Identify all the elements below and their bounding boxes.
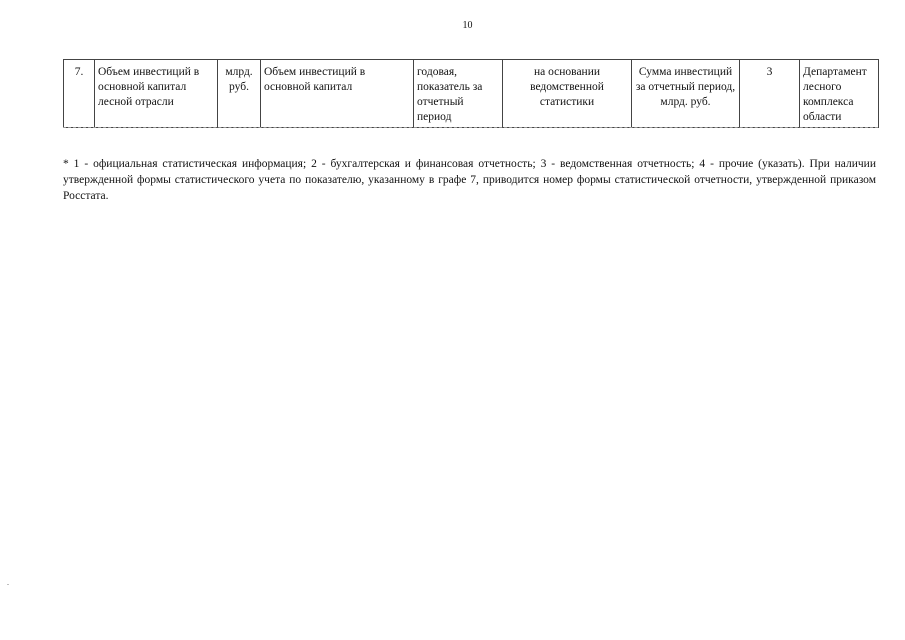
page-number: 10 (462, 20, 473, 31)
row-number-cell: 7. (64, 60, 95, 128)
indicator-table (63, 59, 879, 128)
definition-cell: Объем инвестиций в основной капитал (261, 60, 414, 128)
formula-cell: Сумма инвестиций за отчетный период, млрд. руб. (632, 60, 740, 128)
table-bottom-rule (63, 127, 878, 128)
source-code-cell: 3 (740, 60, 800, 128)
edge-mark: . (7, 578, 9, 587)
table-row (64, 60, 879, 128)
indicator-name-cell: Объем инвестиций в основной капитал лесной отрасли (95, 60, 218, 128)
periodicity-cell: годовая, показатель за отчетный период (414, 60, 503, 128)
footnote: * 1 - официальная статистическая информация; 2 - бухгалтерская и финансовая отчетность; 3 - ведомственная отчетность; 4 - прочие (указать). При наличии утвержденной формы статистического учета по показателю, указанному в графе 7, приводится номер формы статистической отчетности, утвержденной приказом Росстата. (63, 158, 876, 202)
responsible-cell: Департамент лесного комплекса области (800, 60, 879, 128)
unit-cell: млрд. руб. (218, 60, 261, 128)
method-cell: на основании ведомственной статистики (503, 60, 632, 128)
